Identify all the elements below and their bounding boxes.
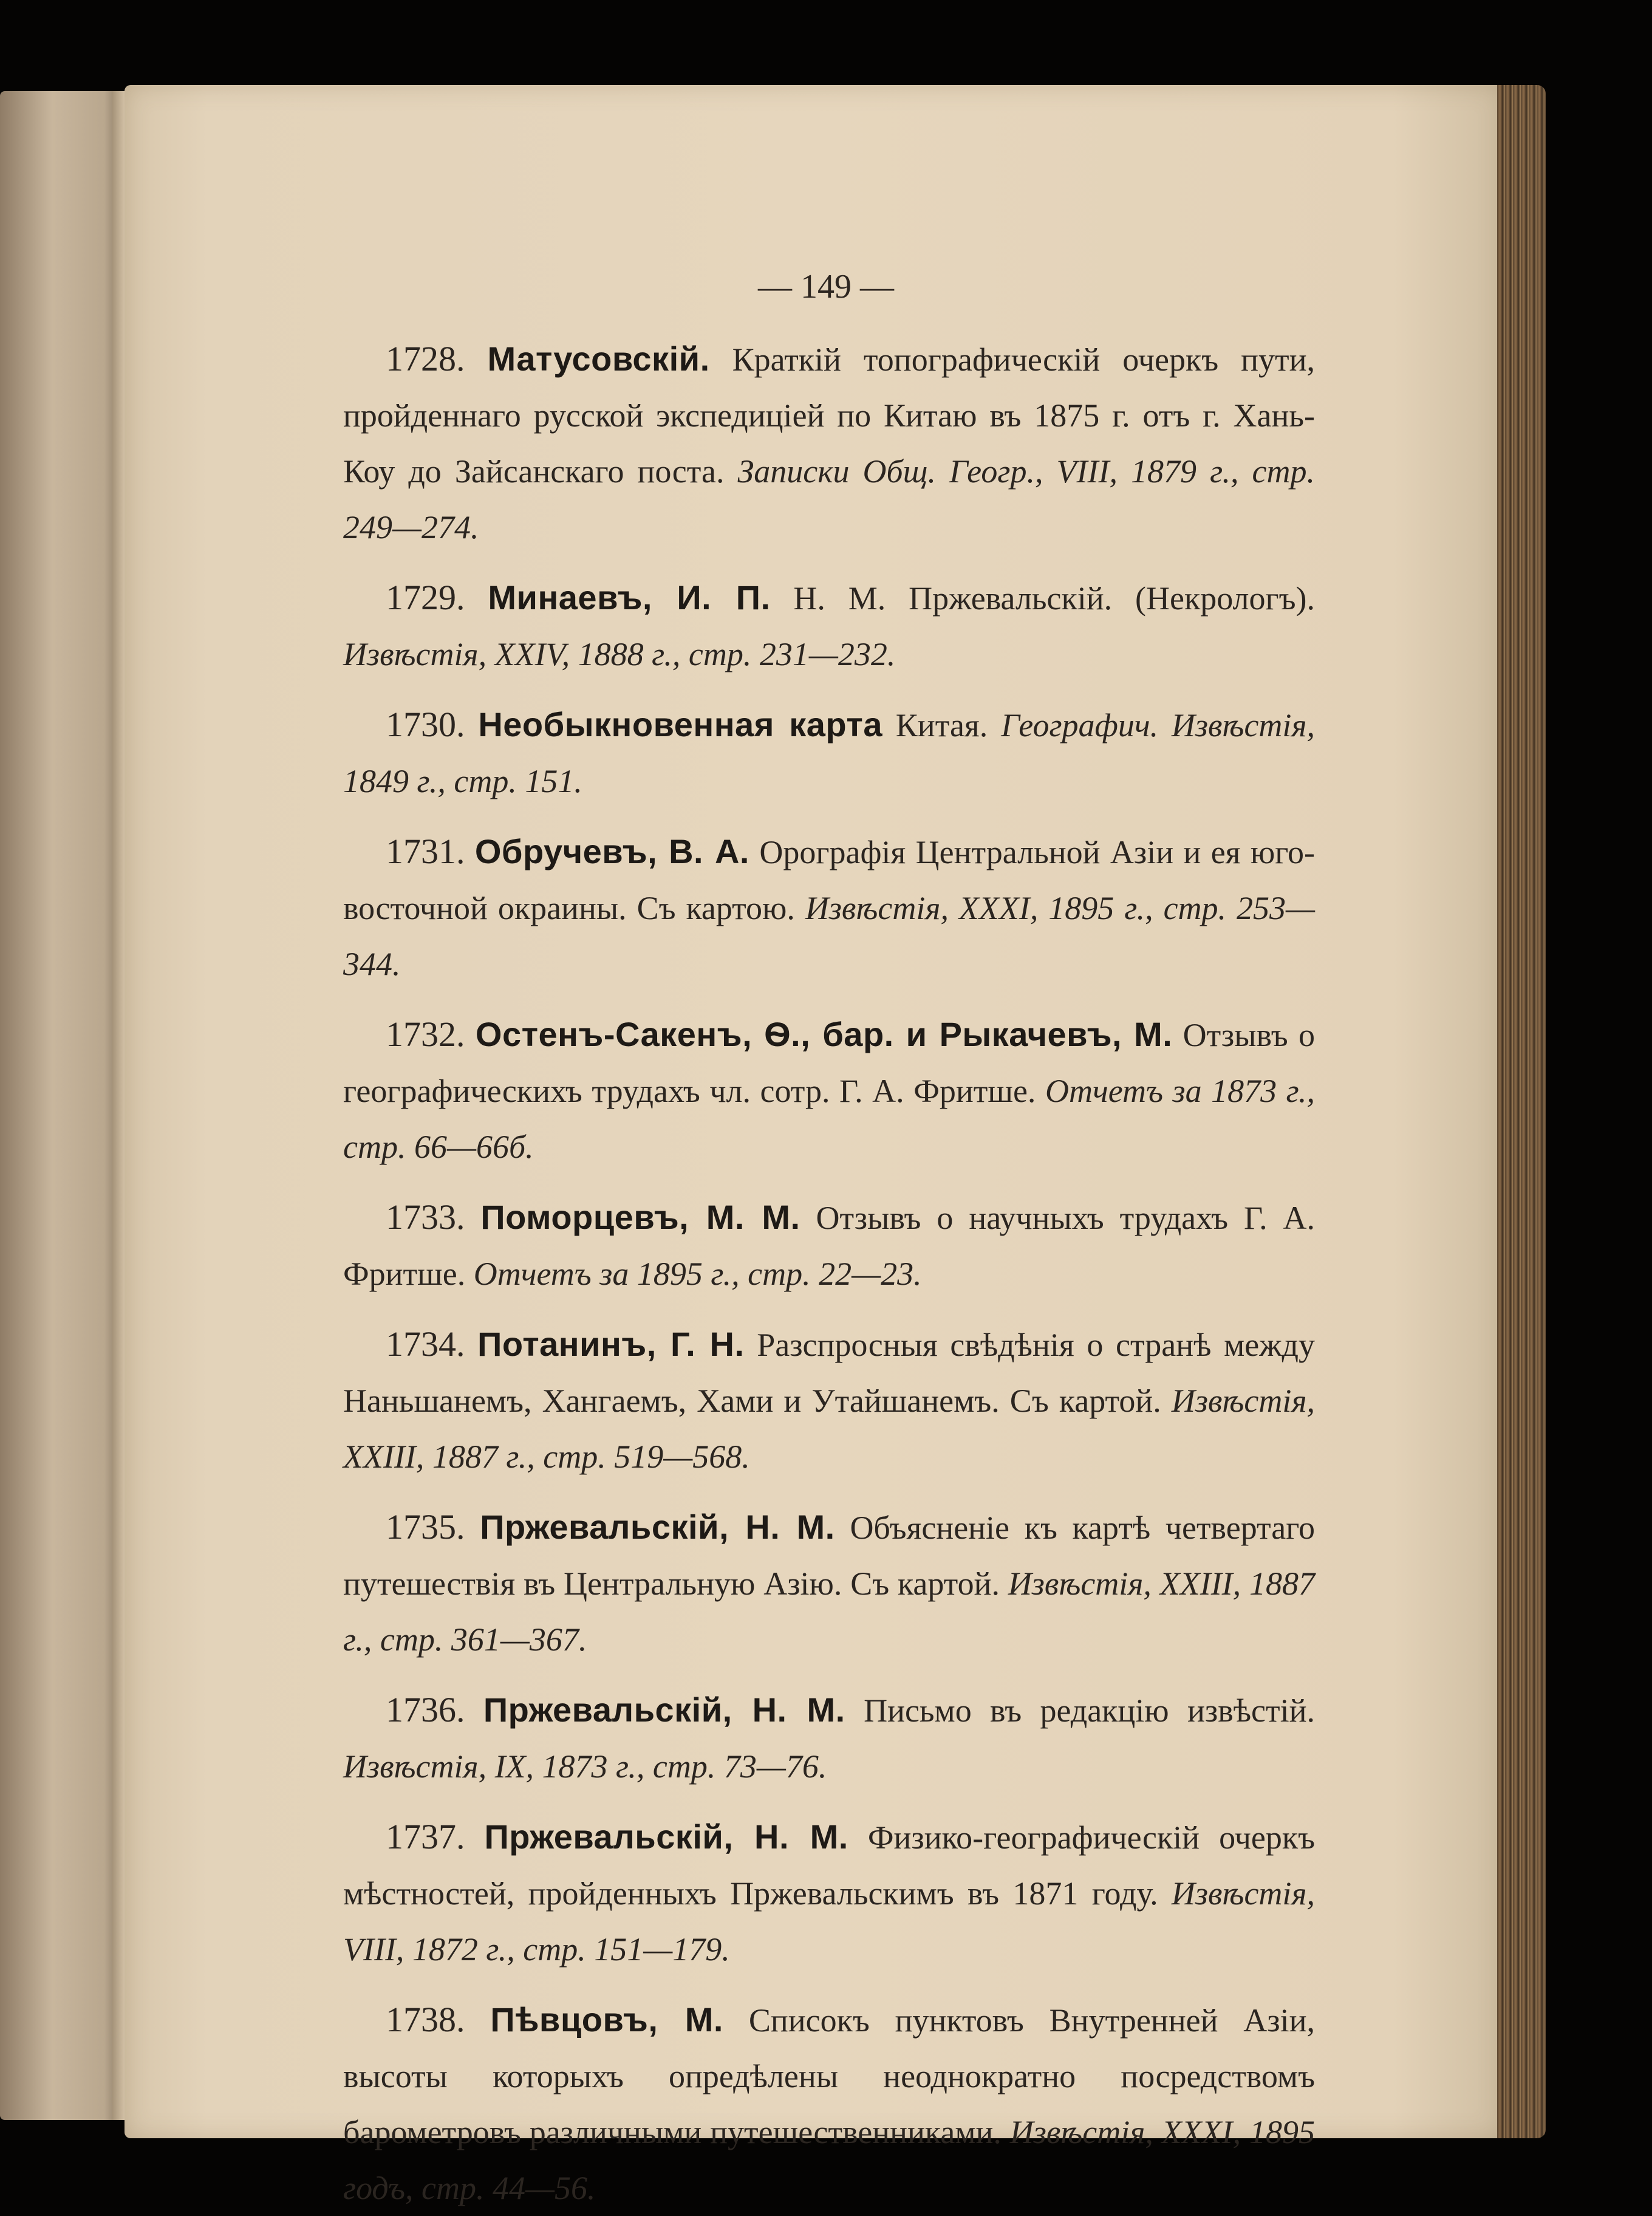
bibliography-entry bbox=[343, 1992, 1315, 2216]
entry-author: Пѣвцовъ, М. bbox=[490, 2000, 723, 2039]
entry-title: Китая. bbox=[895, 707, 988, 744]
page-stack-edges bbox=[1497, 85, 1546, 2138]
entry-number: 1729. bbox=[386, 578, 465, 617]
entry-number: 1731. bbox=[386, 832, 465, 871]
entry-source: Отчетъ за 1873 г., стр. 66—66б. bbox=[343, 1073, 1315, 1165]
bibliography-entry bbox=[343, 1007, 1315, 1175]
entry-title: Физико-географическій очеркъ мѣстностей, пройденныхъ Пржевальскимъ въ 1871 году. bbox=[343, 1819, 1315, 1912]
entry-number: 1736. bbox=[386, 1690, 465, 1729]
entry-number: 1730. bbox=[386, 705, 465, 744]
entry-author: Остенъ-Сакенъ, Ѳ., бар. и Рыкачевъ, М. bbox=[475, 1015, 1173, 1053]
bibliography-entry bbox=[343, 1809, 1315, 1977]
entry-source: Извѣстія, XXIV, 1888 г., стр. 231—232. bbox=[343, 636, 896, 672]
page-number: — 149 — bbox=[758, 268, 894, 306]
entry-source: Извѣстія, XXXI, 1895 г., стр. 253—344. bbox=[343, 890, 1316, 982]
bibliography-entry bbox=[343, 824, 1315, 992]
bibliography-entry bbox=[343, 1189, 1315, 1302]
bibliography-entry bbox=[343, 1316, 1315, 1485]
entry-number: 1728. bbox=[386, 339, 465, 378]
entry-title: Разспросныя свѣдѣнія о странѣ между Наньшанемъ, Хангаемъ, Хами и Утайшанемъ. Съ картой. bbox=[343, 1327, 1316, 1419]
entry-number: 1737. bbox=[386, 1817, 465, 1856]
entry-number: 1733. bbox=[386, 1197, 465, 1237]
left-page-edge bbox=[0, 91, 131, 2120]
entry-author: Пржевальскій, Н. М. bbox=[483, 1691, 845, 1729]
bibliography-entry bbox=[343, 570, 1315, 682]
entry-source: Извѣстія, VIII, 1872 г., стр. 151—179. bbox=[343, 1875, 1316, 1968]
entry-source: Записки Общ. Геогр., VIII, 1879 г., стр. 249—274. bbox=[343, 453, 1315, 545]
entry-title: Объясненіе къ картѣ четвертаго путешествія въ Центральную Азію. Съ картой. bbox=[343, 1510, 1316, 1602]
bibliography-entry bbox=[343, 1499, 1315, 1667]
bibliography-list bbox=[343, 331, 1315, 2216]
entry-title: Отзывъ о научныхъ трудахъ Г. А. Фритше. bbox=[343, 1200, 1315, 1292]
entry-source: Извѣстія, XXIII, 1887 г., стр. 519—568. bbox=[343, 1383, 1315, 1475]
entry-source: Извѣстія, XXXI, 1895 годъ, стр. 44—56. bbox=[343, 2114, 1315, 2206]
entry-author: Минаевъ, И. П. bbox=[488, 578, 771, 617]
bibliography-entry bbox=[343, 1682, 1315, 1794]
entry-title: Краткій топографическій очеркъ пути, пройденнаго русской экспедиціей по Китаю въ 1875 г. отъ г. Хань-Коу до Зайсанскаго поста. bbox=[343, 341, 1316, 490]
entry-number: 1734. bbox=[386, 1324, 465, 1364]
entry-source: Извѣстія, XXIII, 1887 г., стр. 361—367. bbox=[343, 1565, 1315, 1658]
entry-author: Пржевальскій, Н. М. bbox=[484, 1818, 848, 1856]
entry-number: 1732. bbox=[386, 1014, 465, 1054]
entry-title: Отзывъ о географическихъ трудахъ чл. сотр. Г. А. Фритше. bbox=[343, 1017, 1316, 1109]
entry-author: Пржевальскій, Н. М. bbox=[480, 1508, 835, 1546]
entry-source: Извѣстія, IX, 1873 г., стр. 73—76. bbox=[343, 1748, 827, 1785]
entry-author: Потанинъ, Г. Н. bbox=[477, 1325, 745, 1363]
entry-author: Необыкновенная карта bbox=[478, 705, 882, 744]
entry-title: Орографія Центральной Азіи и ея юго-восточной окраины. Съ картою. bbox=[343, 834, 1315, 926]
bibliography-entry bbox=[343, 697, 1315, 809]
entry-number: 1738. bbox=[386, 2000, 465, 2039]
entry-source: Географич. Извѣстія, 1849 г., стр. 151. bbox=[343, 707, 1316, 799]
entry-author: Обручевъ, В. А. bbox=[474, 832, 749, 870]
entry-author: Матусовскій. bbox=[487, 340, 710, 378]
bibliography-entry bbox=[343, 331, 1315, 555]
entry-number: 1735. bbox=[386, 1507, 465, 1547]
entry-author: Поморцевъ, М. М. bbox=[480, 1198, 800, 1236]
entry-title: Н. М. Пржевальскій. (Некрологъ). bbox=[793, 580, 1316, 617]
entry-title: Письмо въ редакцію извѣстій. bbox=[864, 1692, 1316, 1729]
entry-title: Списокъ пунктовъ Внутренней Азіи, высоты которыхъ опредѣлены неоднократно посредствомъ барометровъ различными путешественниками. bbox=[343, 2002, 1316, 2150]
entry-source: Отчетъ за 1895 г., стр. 22—23. bbox=[473, 1256, 922, 1292]
